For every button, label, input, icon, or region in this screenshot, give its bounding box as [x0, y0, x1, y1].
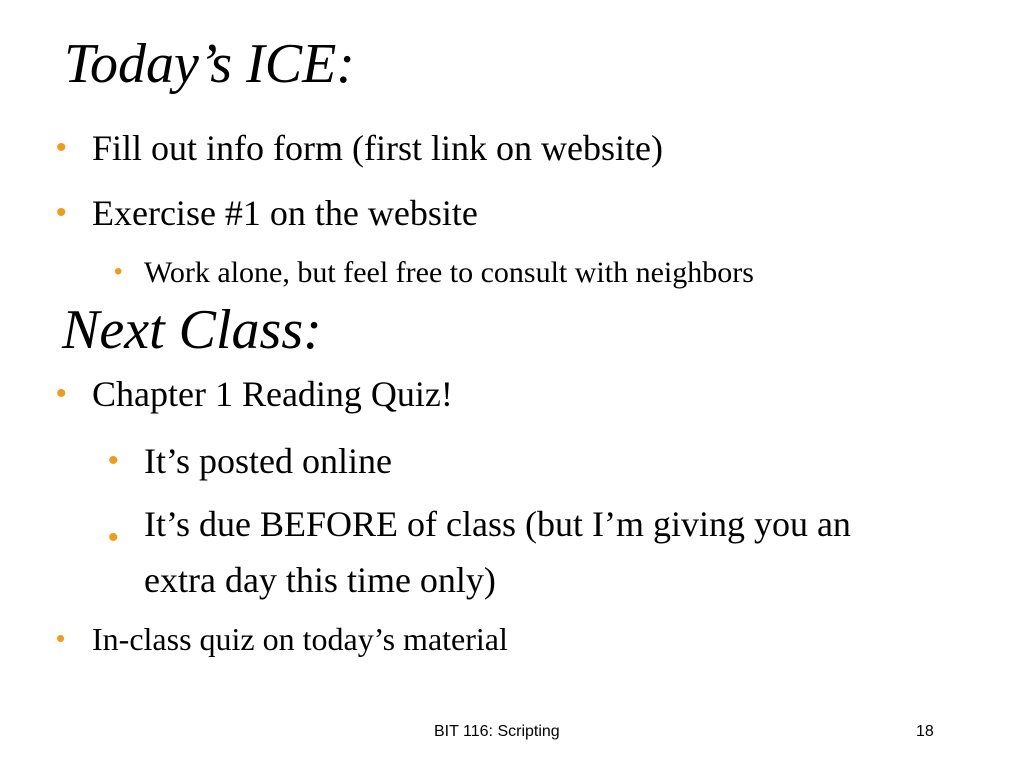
footer-page-number: 18 [916, 723, 934, 740]
bullet-text: Fill out info form (first link on website) [92, 128, 663, 168]
bullet-item-exercise [56, 193, 478, 233]
bullet-text: Work alone, but feel free to consult with neighbors [144, 256, 754, 289]
bullet-dot-icon: • [56, 377, 67, 410]
sub-bullet-item-due-before [108, 496, 924, 608]
bullet-text: It’s due BEFORE of class (but I’m giving you an extra day this time only) [144, 504, 851, 600]
bullet-text: In-class quiz on today’s material [92, 621, 508, 657]
bullet-item-in-class-quiz [56, 621, 508, 657]
bullet-dot-icon: • [108, 521, 119, 554]
heading-next-class: Next Class: [62, 299, 322, 361]
sub-bullet-item-work-alone [114, 256, 754, 289]
bullet-dot-icon: • [56, 131, 67, 164]
bullet-dot-icon: • [114, 258, 123, 285]
bullet-dot-icon: • [56, 623, 66, 653]
sub-bullet-item-posted-online [108, 441, 392, 481]
footer-course-title: BIT 116: Scripting [434, 723, 560, 740]
bullet-item-reading-quiz [56, 374, 453, 414]
heading-todays-ice: Today’s ICE: [64, 33, 355, 95]
bullet-text: It’s posted online [144, 441, 392, 481]
bullet-text: Exercise #1 on the website [92, 193, 478, 233]
bullet-item-info-form [56, 128, 663, 168]
bullet-dot-icon: • [108, 444, 119, 477]
bullet-dot-icon: • [56, 196, 67, 229]
bullet-text: Chapter 1 Reading Quiz! [92, 374, 453, 414]
